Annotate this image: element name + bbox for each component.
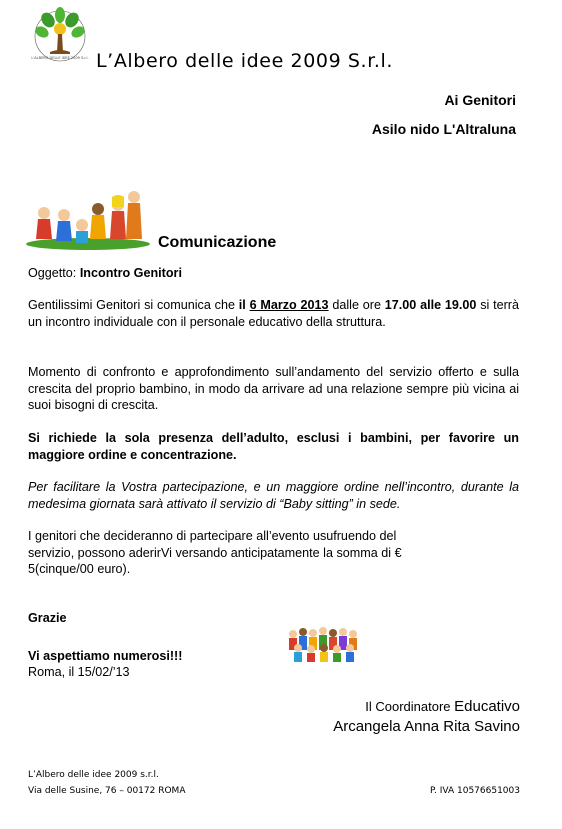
recipient-line-2: Asilo nido L'Altraluna bbox=[371, 121, 516, 137]
paragraph-purpose: Momento di confronto e approfondimento sull’andamento del servizio offerto e sulla crescita del proprio bambino, in modo da arrivare ad una relazione sempre più vicina ai suoi bisogni di crescita. bbox=[28, 365, 519, 413]
subject-label: Oggetto: bbox=[28, 266, 80, 280]
p1-text-1: Gentilissimi Genitori si comunica che bbox=[28, 298, 239, 312]
crowd-illustration bbox=[287, 624, 359, 664]
communication-title: Comunicazione bbox=[158, 234, 277, 251]
signature-role-prefix: Il Coordinatore bbox=[365, 699, 455, 714]
fee-line-3: 5(cinque/00 euro). bbox=[28, 562, 131, 577]
subject-line bbox=[28, 265, 182, 282]
fee-line-1: I genitori che decideranno di partecipare all’evento usufruendo del bbox=[28, 529, 397, 543]
signature-role-suffix: Educativo bbox=[454, 698, 520, 715]
fee-line-2: servizio, possono aderirVi versando anticipatamente la somma di € bbox=[28, 545, 402, 560]
p1-il: il bbox=[238, 298, 250, 312]
signature-name: Arcangela Anna Rita Savino bbox=[333, 718, 520, 735]
closing-text: Vi aspettiamo numerosi!!! bbox=[28, 649, 183, 663]
thanks-text: Grazie bbox=[28, 611, 67, 625]
paragraph-fee bbox=[28, 528, 402, 578]
place-date: Roma, il 15/02/’13 bbox=[28, 665, 130, 679]
paragraph-adults-only: Si richiede la sola presenza dell’adulto, esclusi i bambini, per favorire un maggiore ordine e concentrazione. bbox=[28, 431, 519, 462]
signature-block bbox=[333, 696, 520, 737]
paragraph-meeting-info bbox=[28, 297, 519, 330]
logo-caption: L'ALBERO DELLE IDEE 2009 S.r.l. bbox=[31, 56, 89, 60]
p1-text-3: si terrà un incontro individuale con il personale educativo della struttura. bbox=[28, 298, 519, 329]
meeting-date: 6 Marzo 2013 bbox=[249, 298, 329, 312]
company-logo bbox=[28, 6, 92, 72]
paragraph-baby-sitting: Per facilitare la Vostra partecipazione, e un maggiore ordine nell’incontro, durante la medesima giornata sarà attivato il servizio di “Baby sitting” in sede. bbox=[28, 480, 519, 511]
subject-value: Incontro Genitori bbox=[79, 266, 182, 280]
signature-role bbox=[333, 696, 520, 717]
meeting-time: 17.00 alle 19.00 bbox=[384, 298, 477, 312]
p1-text-2: dalle ore bbox=[328, 298, 385, 312]
children-illustration bbox=[26, 185, 150, 251]
company-name: L’Albero delle idee 2009 S.r.l. bbox=[96, 50, 394, 72]
recipient-line-1: Ai Genitori bbox=[444, 92, 516, 108]
footer-company: L’Albero delle idee 2009 s.r.l. bbox=[28, 770, 159, 780]
footer-vat: P. IVA 10576651003 bbox=[430, 786, 520, 796]
footer-address: Via delle Susine, 76 – 00172 ROMA bbox=[28, 786, 186, 796]
